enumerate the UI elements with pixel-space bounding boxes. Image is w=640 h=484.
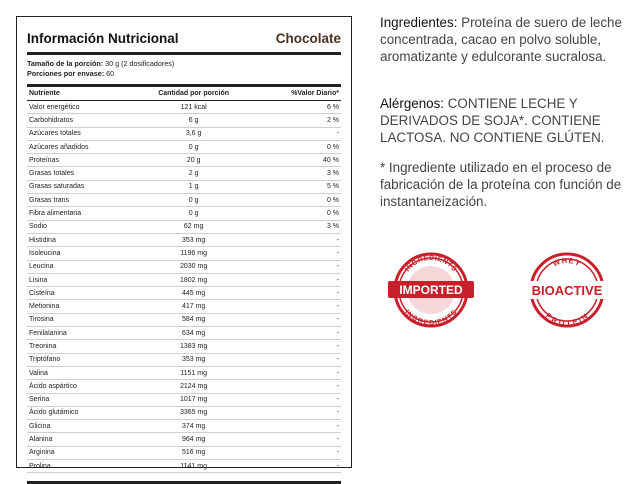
footnote-text: * Ingrediente utilizado en el proceso de fabricación de la proteína con función de instantaneización. [380, 160, 622, 209]
nutrient-name: Grasas saturadas [27, 180, 132, 193]
nutrient-daily-value: - [255, 340, 341, 353]
nutrient-daily-value: 0 % [255, 140, 341, 153]
table-header-row [27, 87, 341, 101]
nutrient-daily-value: 40 % [255, 154, 341, 167]
nutrient-amount: 3,6 g [132, 127, 255, 140]
nutrient-amount: 2124 mg [132, 380, 255, 393]
nutrient-name: Azúcares añadidos [27, 140, 132, 153]
table-row [27, 140, 341, 153]
nutrient-daily-value: - [255, 300, 341, 313]
nutrient-amount: 584 mg [132, 313, 255, 326]
nutrient-name: Proteínas [27, 154, 132, 167]
nutrition-table [27, 87, 341, 473]
table-row [27, 287, 341, 300]
nutrient-amount: 3365 mg [132, 406, 255, 419]
nutrient-amount: 2030 mg [132, 260, 255, 273]
nutrient-amount: 0 g [132, 194, 255, 207]
table-row [27, 101, 341, 114]
nutrient-name: Cisteína [27, 287, 132, 300]
nutrient-amount: 1 g [132, 180, 255, 193]
table-row [27, 220, 341, 233]
nutrient-daily-value: - [255, 273, 341, 286]
table-row [27, 167, 341, 180]
nutrient-name: Leucina [27, 260, 132, 273]
nutrient-name: Histidina [27, 233, 132, 246]
nutrient-amount: 445 mg [132, 287, 255, 300]
table-row [27, 366, 341, 379]
table-row [27, 460, 341, 473]
table-row [27, 300, 341, 313]
nutrient-daily-value: - [255, 366, 341, 379]
nutrient-daily-value: - [255, 327, 341, 340]
allergens-block [380, 95, 628, 146]
nutrient-daily-value: - [255, 260, 341, 273]
table-row [27, 127, 341, 140]
nutrient-name: Triptófano [27, 353, 132, 366]
nutrient-name: Fenilalanina [27, 327, 132, 340]
nutrient-amount: 353 mg [132, 353, 255, 366]
flavor-label: Chocolate [275, 31, 341, 46]
column-header-daily-value: %Valor Diario* [255, 87, 341, 101]
nutrient-name: Fibra alimentaria [27, 207, 132, 220]
nutrient-daily-value: - [255, 446, 341, 459]
footnote [380, 159, 628, 210]
nutrient-name: Isoleucina [27, 247, 132, 260]
table-row [27, 233, 341, 246]
table-row [27, 273, 341, 286]
nutrient-amount: 0 g [132, 207, 255, 220]
table-row [27, 154, 341, 167]
table-row [27, 313, 341, 326]
table-row [27, 260, 341, 273]
table-row [27, 353, 341, 366]
nutrient-daily-value: 0 % [255, 207, 341, 220]
table-row [27, 247, 341, 260]
serving-info [27, 59, 341, 79]
badge-bottom-text: INGREDIENTS [403, 308, 459, 328]
badge-top-text: WHEY [551, 255, 583, 269]
nutrient-daily-value: - [255, 380, 341, 393]
nutrient-daily-value: 2 % [255, 114, 341, 127]
nutrient-daily-value: 6 % [255, 101, 341, 114]
nutrient-name: Sodio [27, 220, 132, 233]
nutrient-name: Alanina [27, 433, 132, 446]
nutrient-amount: 964 mg [132, 433, 255, 446]
nutrient-name: Grasas totales [27, 167, 132, 180]
nutrient-amount: 2 g [132, 167, 255, 180]
nutrition-facts-panel [16, 16, 352, 468]
nutrient-name: Ácido aspártico [27, 380, 132, 393]
ingredients-block [380, 14, 628, 65]
panel-title: Información Nutricional [27, 31, 179, 46]
table-row [27, 446, 341, 459]
nutrient-amount: 1141 mg [132, 460, 255, 473]
nutrient-name: Metionina [27, 300, 132, 313]
nutrient-amount: 121 kcal [132, 101, 255, 114]
nutrient-name: Carbohidratos [27, 114, 132, 127]
nutrient-daily-value: - [255, 313, 341, 326]
nutrient-name: Grasas trans [27, 194, 132, 207]
nutrient-amount: 1151 mg [132, 366, 255, 379]
nutrient-amount: 1196 mg [132, 247, 255, 260]
bioactive-whey-badge [522, 250, 612, 330]
imported-ingredients-badge [386, 250, 476, 330]
nutrient-name: Prolina [27, 460, 132, 473]
nutrient-daily-value: - [255, 420, 341, 433]
nutrient-name: Valina [27, 366, 132, 379]
table-row [27, 207, 341, 220]
table-row [27, 420, 341, 433]
nutrient-name: Ácido glutámico [27, 406, 132, 419]
nutrient-daily-value: 5 % [255, 180, 341, 193]
column-header-nutrient: Nutriente [27, 87, 132, 101]
serving-size-value: 30 g (2 dosificadores) [105, 59, 175, 68]
badge-bottom-text: PROTEIN [543, 310, 591, 328]
nutrient-name: Lisina [27, 273, 132, 286]
table-row [27, 380, 341, 393]
nutrient-name: Tirosina [27, 313, 132, 326]
table-row [27, 406, 341, 419]
nutrient-daily-value: - [255, 353, 341, 366]
nutrient-daily-value: - [255, 127, 341, 140]
nutrient-amount: 0 g [132, 140, 255, 153]
ingredients-label: Ingredientes: [380, 15, 458, 30]
nutrient-daily-value: 0 % [255, 194, 341, 207]
servings-per-container-label: Porciones por envase: [27, 69, 105, 78]
nutrient-amount: 417 mg [132, 300, 255, 313]
nutrient-daily-value: - [255, 247, 341, 260]
table-row [27, 180, 341, 193]
nutrient-name: Serina [27, 393, 132, 406]
nutrient-amount: 634 mg [132, 327, 255, 340]
nutrient-daily-value: - [255, 406, 341, 419]
nutrient-name: Treonina [27, 340, 132, 353]
table-row [27, 327, 341, 340]
badge-top-text: INGREDIENTS [404, 254, 458, 274]
nutrient-amount: 6 g [132, 114, 255, 127]
badge-main-text: BIOACTIVE [531, 283, 603, 298]
nutrient-daily-value: - [255, 460, 341, 473]
nutrient-name: Glicina [27, 420, 132, 433]
allergens-text: CONTIENE LECHE Y DERIVADOS DE SOJA*. CONTIENE LACTOSA. NO CONTIENE GLÚTEN. [380, 96, 605, 145]
nutrient-amount: 374 mg [132, 420, 255, 433]
panel-header [27, 17, 341, 46]
nutrient-daily-value: - [255, 433, 341, 446]
column-header-amount: Cantidad por porción [132, 87, 255, 101]
nutrient-daily-value: - [255, 393, 341, 406]
table-row [27, 114, 341, 127]
nutrient-amount: 62 mg [132, 220, 255, 233]
nutrient-daily-value: 3 % [255, 167, 341, 180]
table-row [27, 194, 341, 207]
nutrient-amount: 353 mg [132, 233, 255, 246]
nutrient-amount: 20 g [132, 154, 255, 167]
table-row [27, 393, 341, 406]
nutrient-amount: 1802 mg [132, 273, 255, 286]
nutrient-amount: 1383 mg [132, 340, 255, 353]
nutrient-name: Valor energético [27, 101, 132, 114]
divider [27, 52, 341, 55]
ingredients-text: Proteína de suero de leche concentrada, cacao en polvo soluble, aromatizante y edulcorante sucralosa. [380, 15, 622, 64]
nutrient-name: Azúcares totales [27, 127, 132, 140]
table-row [27, 340, 341, 353]
badge-main-text: IMPORTED [399, 283, 463, 297]
nutrient-daily-value: - [255, 233, 341, 246]
serving-size-label: Tamaño de la porción: [27, 59, 104, 68]
nutrient-amount: 516 mg [132, 446, 255, 459]
nutrient-daily-value: 3 % [255, 220, 341, 233]
nutrient-amount: 1017 mg [132, 393, 255, 406]
nutrient-name: Arginina [27, 446, 132, 459]
nutrient-daily-value: - [255, 287, 341, 300]
table-row [27, 433, 341, 446]
servings-per-container-value: 60 [106, 69, 115, 78]
allergens-label: Alérgenos: [380, 96, 445, 111]
